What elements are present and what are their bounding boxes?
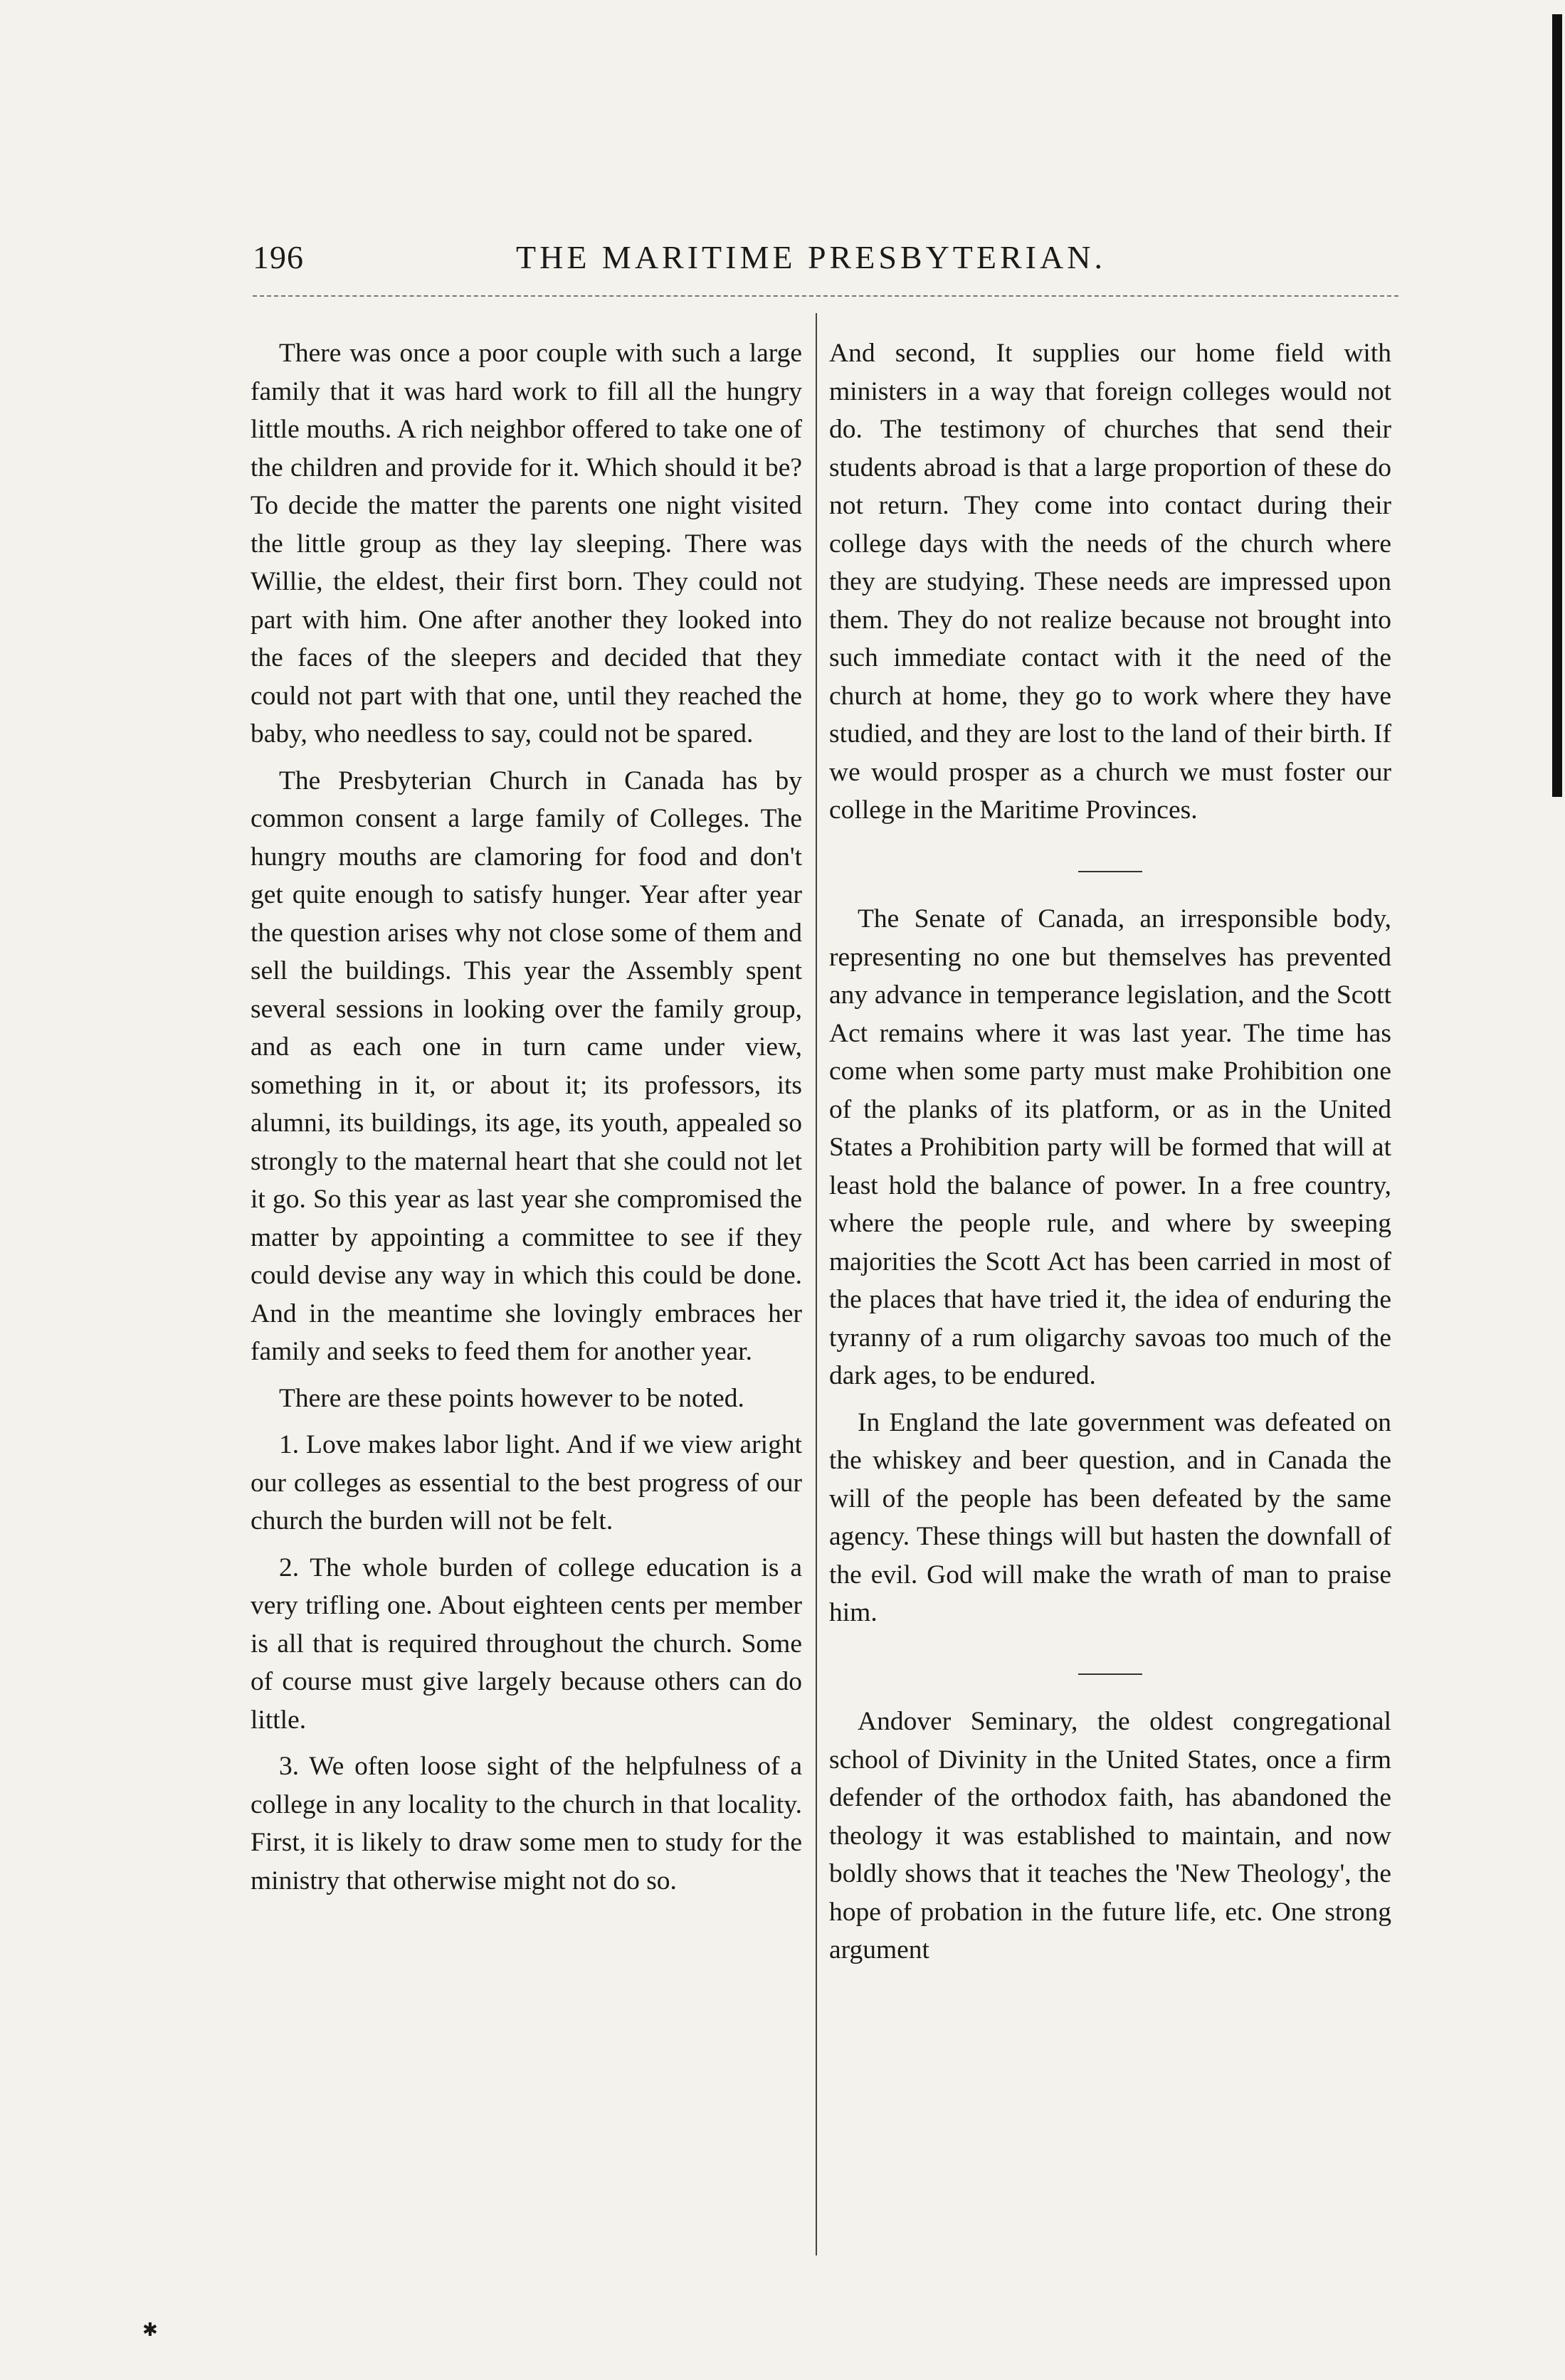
binding-edge-rule xyxy=(1552,14,1562,797)
paragraph-continuation: And second, It supplies our home field with ministers in a way that foreign colleges would not do. The testimony of churches that send their students abroad is that a large proportion of these do not return. They come into contact during their college days with the needs of the church where they are studying. These needs are impressed upon them. They do not realize because not brought into such immediate contact with it the need of the church at home, they go to work where they have studied, and they are lost to the land of their birth. If we would prosper as a church we must foster our college in the Maritime Provinces. xyxy=(829,339,1391,825)
paragraph-andover: Andover Seminary, the oldest congregational school of Divinity in the United States, once a firm defender of the orthodox faith, has abandoned the theology it was established to maintain, and now boldly shows that it teaches the 'New Theology', the hope of probation in the future life, etc. One strong argument xyxy=(829,1707,1391,1964)
page-header xyxy=(253,238,1398,295)
section-separator xyxy=(829,1648,1391,1686)
paragraph-poor-couple: There was once a poor couple with such a large family that it was hard work to fill all the hungry little mouths. A rich neighbor offered to take one of the children and provide for it. Which should it be? To decide the matter the parents one night visited the little group as they lay sleeping. There was Willie, the eldest, their first born. They could not part with him. One after another they looked into the faces of the sleepers and decided that they could not part with that one, until they reached the baby, who needless to say, could not be spared. xyxy=(251,339,802,749)
paragraph-senate: The Senate of Canada, an irresponsible body, representing no one but themselves has prevented any advance in temperance legislation, and the Scott Act remains where it was last year. The time has come when some party must make Prohibition one of the planks of its platform, or as in the United States a Prohibition party will be formed that will at least hold the balance of power. In a free country, where the people rule, and where by sweeping majorities the Scott Act has been carried in most of the places that have tried it, the idea of enduring the tyranny of a rum oligarchy savoas too much of the dark ages, to be endured. xyxy=(829,904,1391,1390)
point-three: 3. We often loose sight of the helpfulness of a college in any locality to the church in that locality. First, it is likely to draw some men to study for the ministry that otherwise might not do so. xyxy=(251,1752,802,1895)
column-divider xyxy=(816,313,817,2255)
page-number: 196 xyxy=(253,239,304,275)
section-separator xyxy=(829,845,1391,884)
point-two: 2. The whole burden of college education is a very trifling one. About eighteen cents per member is all that is required throughout the church. Some of course must give largely because others can do little. xyxy=(251,1553,802,1735)
paragraph-colleges: The Presbyterian Church in Canada has by common consent a large family of Colleges. The hungry mouths are clamoring for food and don't get quite enough to satisfy hunger. Year after year the question arises why not close some of them and sell the buildings. This year the Assembly spent several sessions in looking over the family group, and as each one in turn came under view, something in it, or about it; its professors, its alumni, its buildings, its age, its youth, appealed so strongly to the maternal heart that she could not let it go. So this year as last year she compromised the matter by appointing a committee to see if they could devise any way in which this could be done. And in the meantime she lovingly embraces her family and seeks to feed them for another year. xyxy=(251,766,802,1366)
paragraph-england: In England the late government was defeated on the whiskey and beer question, and in Canada the will of the people has been defeated by the same agency. These things will but hasten the downfall of the evil. God will make the wrath of man to praise him. xyxy=(829,1407,1391,1627)
left-column xyxy=(251,334,802,1908)
printer-mark: ✱ xyxy=(142,2320,158,2340)
right-column xyxy=(829,334,1391,1978)
paragraph-points-noted: There are these points however to be noted. xyxy=(279,1383,744,1413)
header-rule xyxy=(253,295,1398,297)
point-one: 1. Love makes labor light. And if we view aright our colleges as essential to the best progress of our church the burden will not be felt. xyxy=(251,1430,802,1535)
running-title: THE MARITIME PRESBYTERIAN. xyxy=(516,239,1106,275)
